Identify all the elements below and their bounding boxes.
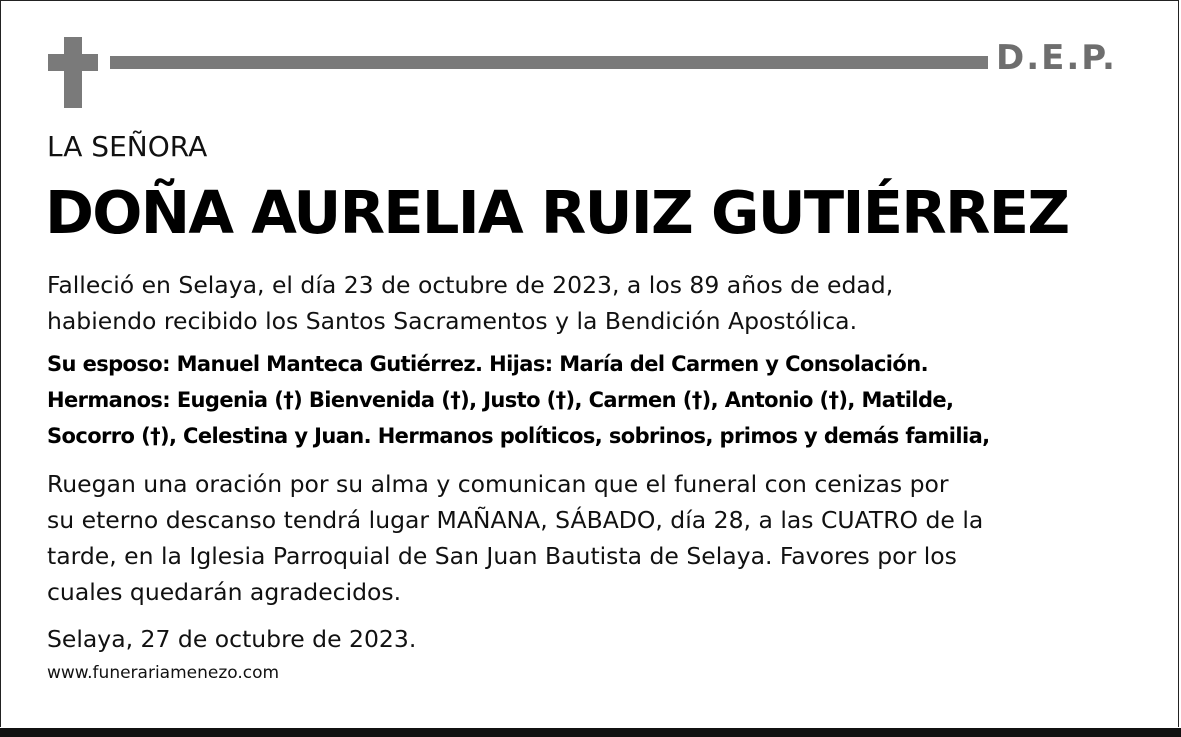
- family-line: Socorro (†), Celestina y Juan. Hermanos políticos, sobrinos, primos y demás familia,: [47, 424, 990, 448]
- deceased-title: LA SEÑORA: [47, 130, 208, 163]
- family-paragraph: [47, 346, 990, 454]
- latin-cross-icon-crossbar: [48, 54, 98, 71]
- family-line: Su esposo: Manuel Manteca Gutiérrez. Hijas: María del Carmen y Consolación.: [47, 352, 928, 376]
- funeral-paragraph: [47, 466, 983, 610]
- death-notice-line: Falleció en Selaya, el día 23 de octubre de 2023, a los 89 años de edad,: [47, 271, 894, 299]
- death-notice-paragraph: [47, 267, 893, 339]
- bottom-border: [0, 728, 1181, 737]
- family-line: Hermanos: Eugenia (†) Bienvenida (†), Justo (†), Carmen (†), Antonio (†), Matilde,: [47, 388, 954, 412]
- funeral-line: tarde, en la Iglesia Parroquial de San Juan Bautista de Selaya. Favores por los: [47, 542, 957, 570]
- funeral-line: su eterno descanso tendrá lugar MAÑANA, SÁBADO, día 28, a las CUATRO de la: [47, 506, 984, 534]
- header-divider: [110, 56, 988, 69]
- latin-cross-icon: [64, 37, 82, 108]
- website-link[interactable]: www.funerariamenezo.com: [47, 663, 280, 683]
- deceased-name: DOÑA AURELIA RUIZ GUTIÉRREZ: [45, 178, 1069, 247]
- funeral-line: Ruegan una oración por su alma y comunican que el funeral con cenizas por: [47, 470, 949, 498]
- death-notice-line: habiendo recibido los Santos Sacramentos y la Bendición Apostólica.: [47, 307, 858, 335]
- place-date: Selaya, 27 de octubre de 2023.: [47, 625, 417, 653]
- dep-mark: D.E.P.: [996, 38, 1117, 78]
- funeral-line: cuales quedarán agradecidos.: [47, 578, 402, 606]
